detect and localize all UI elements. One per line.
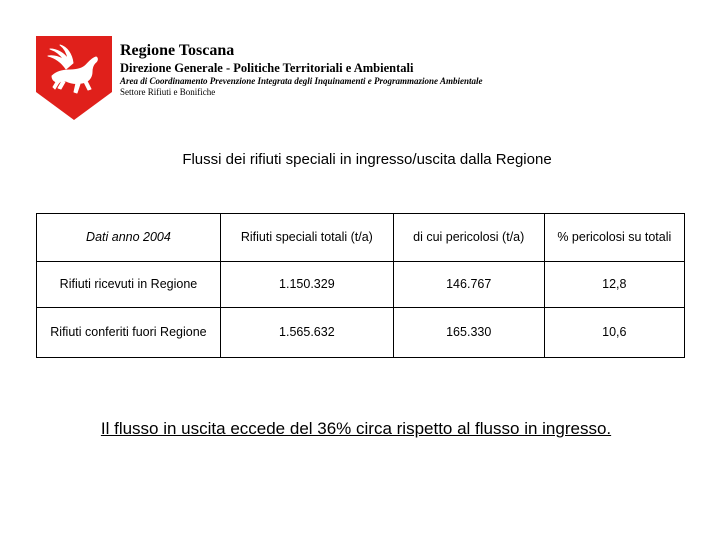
header-cell: di cui pericolosi (t/a) [393,214,544,262]
row-label: Rifiuti conferiti fuori Regione [37,308,221,358]
header-cell: % pericolosi su totali [544,214,684,262]
table-cell: 1.150.329 [220,262,393,308]
org-name: Regione Toscana [120,42,235,59]
table-cell: 12,8 [544,262,684,308]
regione-toscana-logo [36,36,112,120]
letterhead [120,42,482,98]
table-row [37,308,685,358]
table-cell: 10,6 [544,308,684,358]
table-cell: 1.565.632 [220,308,393,358]
pegasus-logo-icon [36,36,112,120]
table-cell: 165.330 [393,308,544,358]
table-cell: 146.767 [393,262,544,308]
department-name: Direzione Generale - Politiche Territoriali e Ambientali [120,61,414,75]
sector-name: Settore Rifiuti e Bonifiche [120,87,216,97]
waste-flow-table [36,213,685,358]
header-cell: Rifiuti speciali totali (t/a) [220,214,393,262]
table-row [37,262,685,308]
area-name: Area di Coordinamento Prevenzione Integrata degli Inquinamenti e Programmazione Ambientale [120,76,483,86]
row-label: Rifiuti ricevuti in Regione [37,262,221,308]
page-title: Flussi dei rifiuti speciali in ingresso/uscita dalla Regione [182,151,552,168]
conclusion-note: Il flusso in uscita eccede del 36% circa rispetto al flusso in ingresso. [100,419,612,438]
table-corner-cell: Dati anno 2004 [37,214,221,262]
table-header-row [37,214,685,262]
